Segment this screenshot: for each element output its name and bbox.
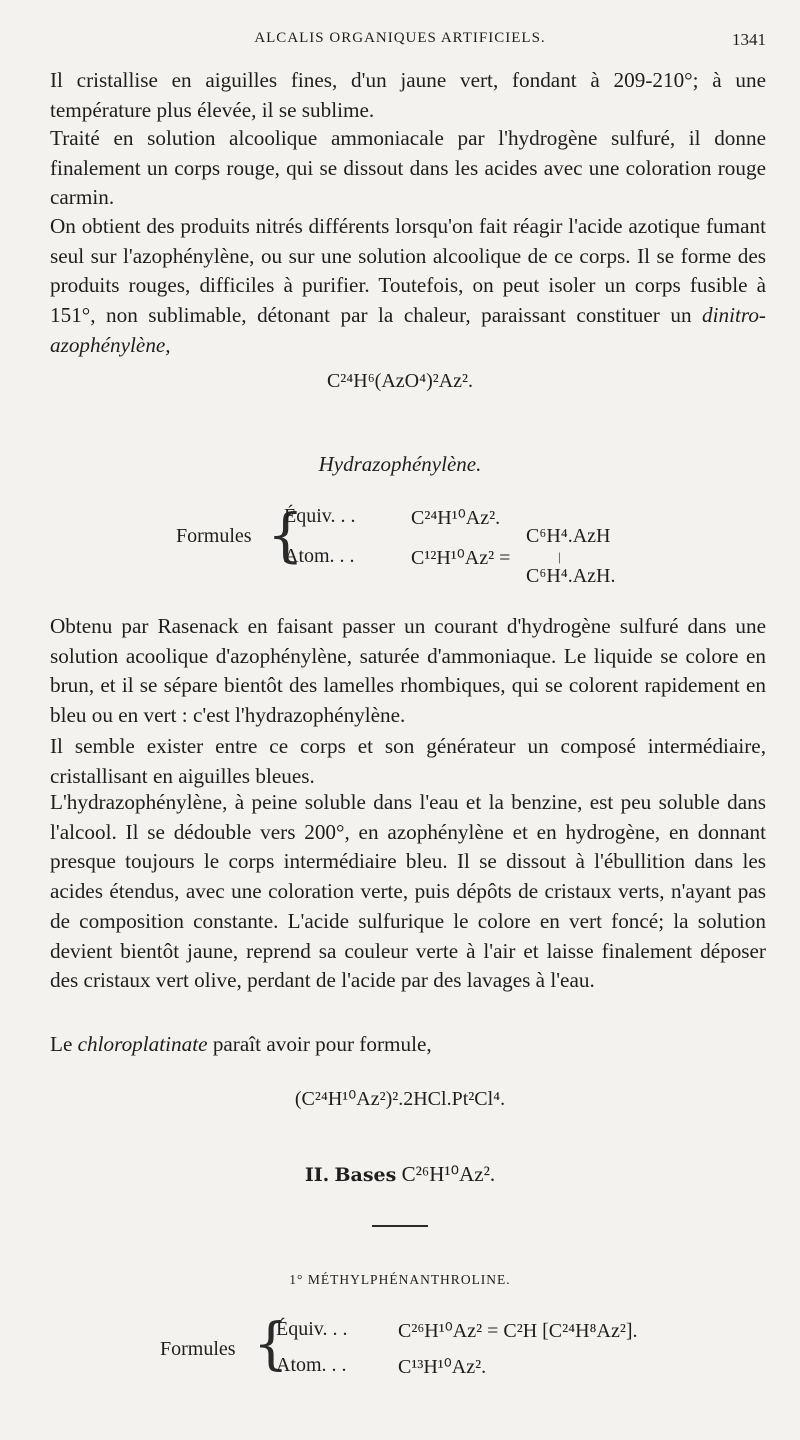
- page-header: [0, 30, 800, 56]
- paragraph-4: Obtenu par Rasenack en faisant passer un courant d'hydrogène sulfuré dans une solution acoolique d'azophénylène, saturée d'ammoniaque. Le liquide se colore en brun, et il se sépare bientôt des lamelles rhombiques, qui se colorent rapidement en bleu ou en vert : c'est l'hydrazophénylène.: [50, 614, 766, 728]
- chloroplatinate-formula: (C²⁴H¹⁰Az²)².2HCl.Pt²Cl⁴.: [294, 1088, 506, 1110]
- section-number: II.: [304, 1164, 330, 1186]
- chloroplatinate-term: chloroplatinate: [77, 1032, 208, 1056]
- paragraph-3: [50, 212, 766, 361]
- equiv-value-2: C²⁶H¹⁰Az² = C²H [C²⁴H⁸Az²].: [398, 1320, 638, 1342]
- page-number: 1341: [732, 30, 766, 49]
- left-brace-icon: {: [253, 1312, 289, 1377]
- dinitro-formula: C²⁴H⁶(AzO⁴)²Az².: [326, 370, 474, 392]
- formula-block-methylphenanthroline: [160, 1312, 760, 1388]
- formules-label: Formules: [176, 525, 252, 547]
- dinitro-azophenylene-term: dinitro-azophénylène,: [50, 303, 766, 357]
- atom-value-2: C¹³H¹⁰Az².: [398, 1356, 487, 1378]
- running-head: ALCALIS ORGANIQUES ARTIFICIELS.: [254, 30, 546, 46]
- paragraph-3-text: On obtient des produits nitrés différents lorsqu'on fait réagir l'acide azotique fumant seul sur l'azophénylène, ou sur une solution alcoolique de ce corps. Il se forme des produits rouges, difficiles à purifier. Toutefois, on peut isoler un corps fusible à 151°, non sublimable, détonant par la chaleur, paraissant constituer un: [50, 214, 766, 328]
- equiv-label: Équiv. . .: [284, 505, 356, 527]
- struct-bottom: C⁶H⁴.AzH.: [526, 565, 616, 587]
- paragraph-2: Traité en solution alcoolique ammoniacale par l'hydrogène sulfuré, il donne finalement un corps rouge, qui se dissout dans les acides avec une coloration rouge carmin.: [50, 126, 766, 210]
- section-bases: Bases: [334, 1164, 397, 1186]
- section-divider: [372, 1225, 428, 1227]
- paragraph-6: L'hydrazophénylène, à peine soluble dans l'eau et la benzine, est peu soluble dans l'alcool. Il se dédouble vers 200°, en azophénylène et en hydrogène, en donnant presque toujours le corps intermédiaire bleu. Il se dissout à l'ébullition dans les acides étendus, avec une coloration verte, puis dépôts de cristaux verts, n'ayant pas de composition constante. L'acide sulfurique le colore en vert foncé; la solution devient bientôt jaune, reprend sa couleur verte à l'air et laisse finalement déposer des cristaux vert olive, perdant de l'acide par des lavages à l'eau.: [50, 790, 766, 993]
- equiv-label-2: Équiv. . .: [276, 1318, 348, 1340]
- hydrazophenylene-title: Hydrazophénylène.: [318, 452, 482, 476]
- section-formula: C²⁶H¹⁰Az².: [401, 1162, 496, 1186]
- paragraph-7: [50, 1030, 766, 1060]
- atom-label-2: Atom. . .: [276, 1354, 347, 1376]
- equiv-value: C²⁴H¹⁰Az².: [411, 507, 501, 529]
- atom-value: C¹²H¹⁰Az² =: [411, 547, 511, 569]
- paragraph-7-text-b: paraît avoir pour formule,: [207, 1032, 432, 1056]
- paragraph-1: Il cristallise en aiguilles fines, d'un jaune vert, fondant à 209-210°; à une température plus élevée, il se sublime.: [50, 68, 766, 122]
- formula-block-hydrazophenylene: [176, 501, 776, 587]
- formules-label-2: Formules: [160, 1338, 236, 1360]
- left-brace-icon: {: [267, 501, 304, 569]
- paragraph-7-text-a: Le: [50, 1032, 78, 1056]
- struct-bond: |: [558, 549, 561, 564]
- atom-label: Atom. . .: [284, 545, 355, 567]
- struct-top: C⁶H⁴.AzH: [526, 525, 611, 547]
- subsection-heading: 1° MÉTHYLPHÉNANTHROLINE.: [289, 1272, 511, 1287]
- section-heading: [0, 1162, 800, 1187]
- paragraph-5: Il semble exister entre ce corps et son générateur un composé intermédiaire, cristallisant en aiguilles bleues.: [50, 734, 766, 788]
